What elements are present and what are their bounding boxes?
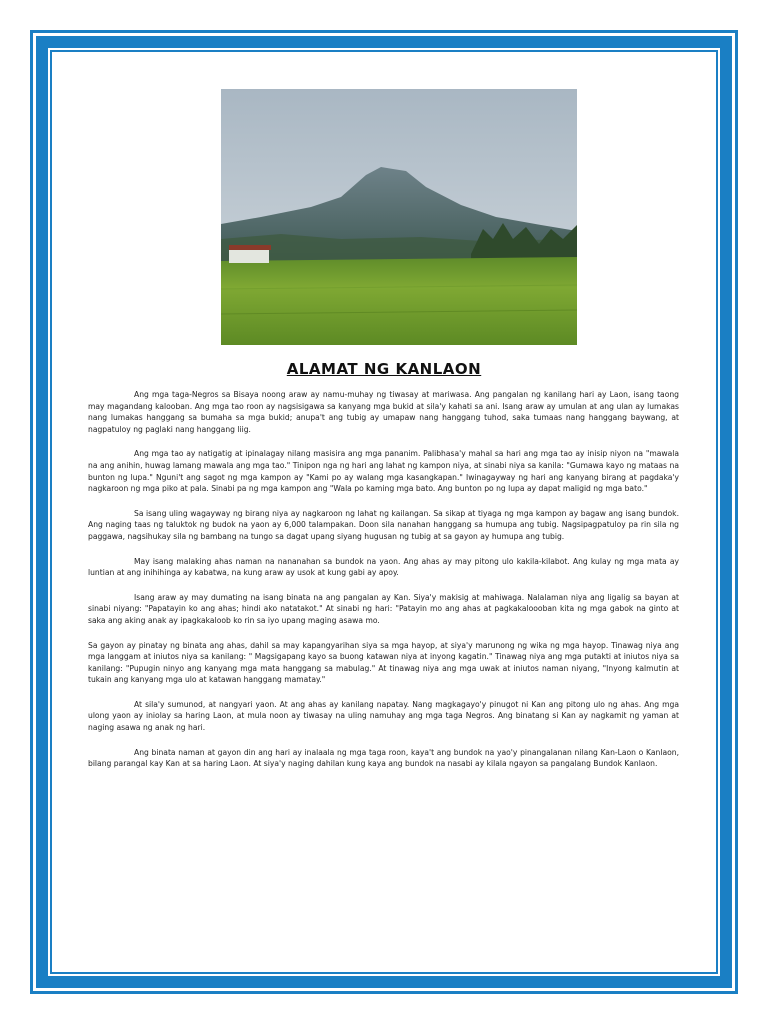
- document-body: [88, 389, 679, 783]
- paragraph: Isang araw ay may dumating na isang binata na ang pangalan ay Kan. Siya'y makisig at mahiwaga. Nalalaman niya ang ligalig sa bayan at sinabi niyang: "Papatayin ko ang ahas; hindi ako natatakot." At sinabi ng hari: "Patayin mo ang ahas at pagkakaloooban kita ng mga gabok na ginto at saka ang aking anak ay ipagkakaloob ko rin sa iyo upang maging asawa mo.: [88, 592, 679, 625]
- paragraph: Sa gayon ay pinatay ng binata ang ahas, dahil sa may kapangyarihan siya sa mga hayop, at siya'y marunong ng wika ng mga hayop. Tinawag niya ang mga langgam at iniutos niya sa kanilang: " Magsigapang kayo sa buong katawan niya at inyong kagatin." Tinawag niya ang mga putakti at iniutos niya sa kanilang: "Pupugin ninyo ang kanyang mga mata hanggang sa mabulag." At tinawag niya ang mga uwak at iniutos naman niyang, "Inyong kalmutin at tukain ang kanyang mga ulo at katawan hanggang mamatay.": [88, 640, 679, 685]
- paragraph: At sila'y sumunod, at nangyari yaon. At ang ahas ay kanilang napatay. Nang magkagayo'y pinugot ni Kan ang pitong ulo ng ahas. Ang mga ulong yaon ay iniolay sa haring Laon, at mula noon ay tiwasay na uling namuhay ang mga taga Negros. Ang binatang si Kan ay nagkamit ng yaman at naging asawa ng anak ng hari.: [88, 699, 679, 733]
- document-title: ALAMAT NG KANLAON: [286, 360, 482, 378]
- paragraph: Sa isang uling wagayway ng birang niya ay nagkaroon ng lahat ng kailangan. Sa sikap at tiyaga ng mga kampon ay bagaw ang isang bundok. Ang naging taas ng taluktok ng budok na yaon ay 6,000 talampakan. Doon sila nanahan hanggang sa humupa ang tubig. Nagsipagpatuloy pa rin sila ng paggawa, nagsihukay sila ng bambang na tungo sa dagat upang siyang hugusan ng tubig at sa gayon ay humupa ang tubig.: [88, 508, 679, 541]
- mountain-photo: [221, 89, 577, 345]
- paragraph: May isang malaking ahas naman na nananahan sa bundok na yaon. Ang ahas ay may pitong ulo kakila-kilabot. Ang kulay ng mga mata ay luntian at ang inihihinga ay kabatwa, na kung araw ay usok at kung gabi ay apoy.: [88, 556, 679, 578]
- paragraph: Ang binata naman at gayon din ang hari ay inalaala ng mga taga roon, kaya't ang bundok na yao'y pinangalanan nilang Kan-Laon o Kanlaon, bilang parangal kay Kan at sa haring Laon. At siya'y naging dahilan kung kaya ang bundok na nasabi ay kilala ngayon sa pangalang Bundok Kanlaon.: [88, 747, 679, 769]
- paragraph: Ang mga tao ay natigatig at ipinalagay nilang masisira ang mga pananim. Palibhasa'y mahal sa hari ang mga tao ay inisip niyon na "mawala na ang anihin, huwag lamang mawala ang mga tao." Tinipon nga ng hari ang lahat ng kampon niya, at sinabi niya sa kanila: "Gumawa kayo ng mataas na bunton ng lupa." Nguni't ang sagot ng mga kampon ay "Kami po ay walang mga kasangkapan." Iwinagayway ng hari ang kanyang birang at pagdaka'y nagkaroon ng mga piko at pala. Sinabi pa ng mga kampon ang "Wala po kaming mga bato. Ang bunton po ng lupa ay dapat maligid ng mga bato.": [88, 449, 679, 494]
- paragraph: Ang mga taga-Negros sa Bisaya noong araw ay namu-muhay ng tiwasay at mariwasa. Ang pangalan ng kanilang hari ay Laon, isang taong may magandang kalooban. Ang mga tao roon ay nagsisigawa sa kanyang mga bukid at sila'y kahati sa ani. Isang araw ay umulan at ang ulan ay lumakas nang lumakas hanggang sa bumaha sa mga bukid; anupa't ang tubig ay umapaw nang hanggang tuhod, saka tumaas nang hanggang baywang, at nagpatuloy ng paglaki nang hanggang liig.: [88, 390, 679, 434]
